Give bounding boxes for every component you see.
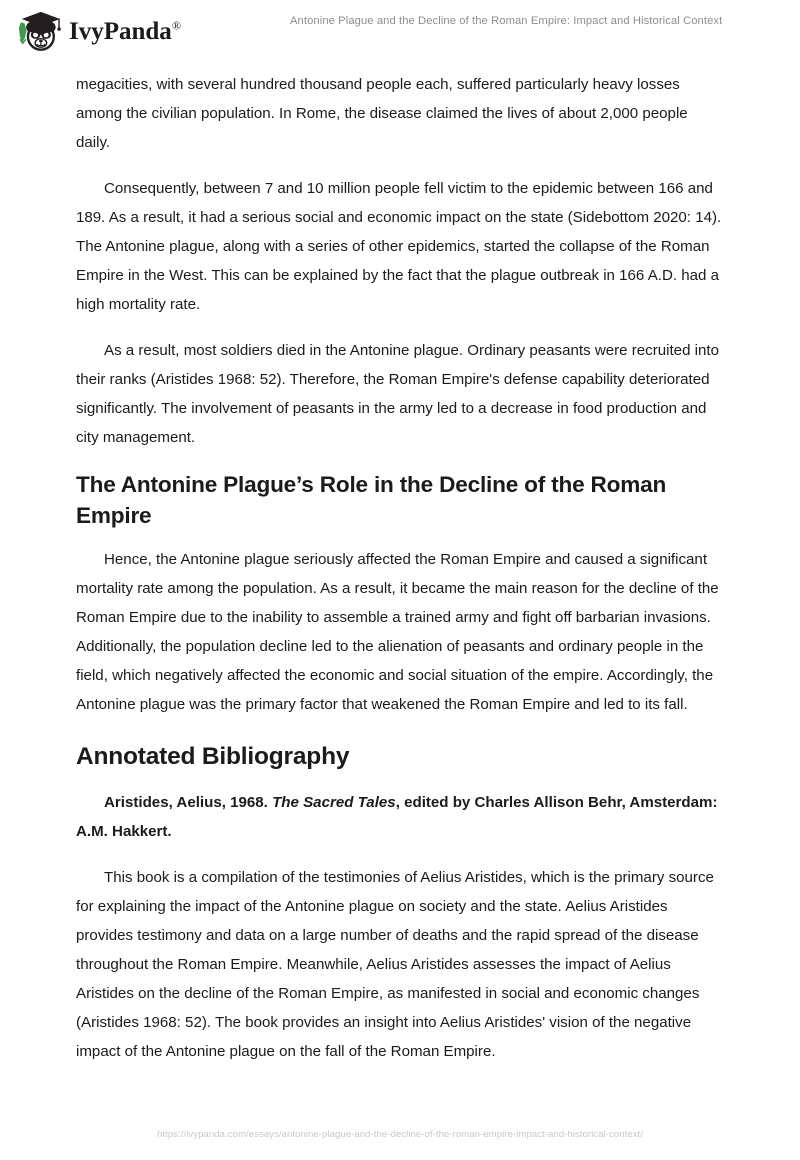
registered-mark: ®: [171, 18, 181, 33]
brand-logo[interactable]: [14, 9, 181, 53]
document-body: [76, 70, 724, 1083]
paragraph: Hence, the Antonine plague seriously affected the Roman Empire and caused a significant mortality rate among the population. As a result, it became the main reason for the decline of the Roman Empire due to the inability to assemble a trained army and fight off barbarian invasions. Additionally, the population decline led to the alienation of peasants and ordinary people in the field, which negatively affected the economic and social situation of the empire. Accordingly, the Antonine plague was the primary factor that weakened the Roman Empire and led to its fall.: [76, 551, 719, 713]
panda-graduate-logo-icon: [14, 9, 62, 53]
brand-name: IvyPanda®: [69, 17, 181, 45]
paragraph-annotation: This book is a compilation of the testimonies of Aelius Aristides, which is the primary source for explaining the impact of the Antonine plague on society and the state. Aelius Aristides provides testimony and data on a large number of deaths and the rapid spread of the disease throughout the Roman Empire. Meanwhile, Aelius Aristides assesses the impact of Aelius Aristides on the decline of the Roman Empire, as manifested in social and economic changes (Aristides 1968: 52). The book provides an insight into Aelius Aristides' vision of the negative impact of the Antonine plague on the fall of the Roman Empire.: [76, 869, 714, 1060]
document-title: Antonine Plague and the Decline of the Roman Empire: Impact and Historical Context: [290, 15, 723, 27]
bibliography-citation: [76, 788, 724, 846]
citation-work-title: The Sacred Tales: [272, 794, 396, 811]
page-footer: [0, 1124, 800, 1142]
source-url-link[interactable]: https://ivypanda.com/essays/antonine-plague-and-the-decline-of-the-roman-empire-impact-and-historical-context/: [157, 1129, 643, 1140]
paragraph-continuation: megacities, with several hundred thousand people each, suffered particularly heavy losses among the civilian population. In Rome, the disease claimed the lives of about 2,000 people daily.: [76, 76, 688, 151]
paragraph: As a result, most soldiers died in the Antonine plague. Ordinary peasants were recruited into their ranks (Aristides 1968: 52). Therefore, the Roman Empire's defense capability deteriorated significantly. The involvement of peasants in the army led to a decrease in food production and city management.: [76, 342, 719, 446]
section-heading-annotated-bibliography: Annotated Bibliography: [76, 743, 350, 770]
page-header: [0, 0, 800, 62]
citation-publisher: , edited by Charles Allison Behr, Amsterdam: A.M. Hakkert.: [76, 794, 718, 840]
citation-author-year: Aristides, Aelius, 1968.: [104, 794, 273, 811]
section-heading-antonine-plague-role: The Antonine Plague’s Role in the Decline of the Roman Empire: [76, 472, 667, 528]
paragraph: Consequently, between 7 and 10 million people fell victim to the epidemic between 166 and 189. As a result, it had a serious social and economic impact on the state (Sidebottom 2020: 14). The Antonine plague, along with a series of other epidemics, started the collapse of the Roman Empire in the West. This can be explained by the fact that the plague outbreak in 166 A.D. had a high mortality rate.: [76, 180, 722, 313]
